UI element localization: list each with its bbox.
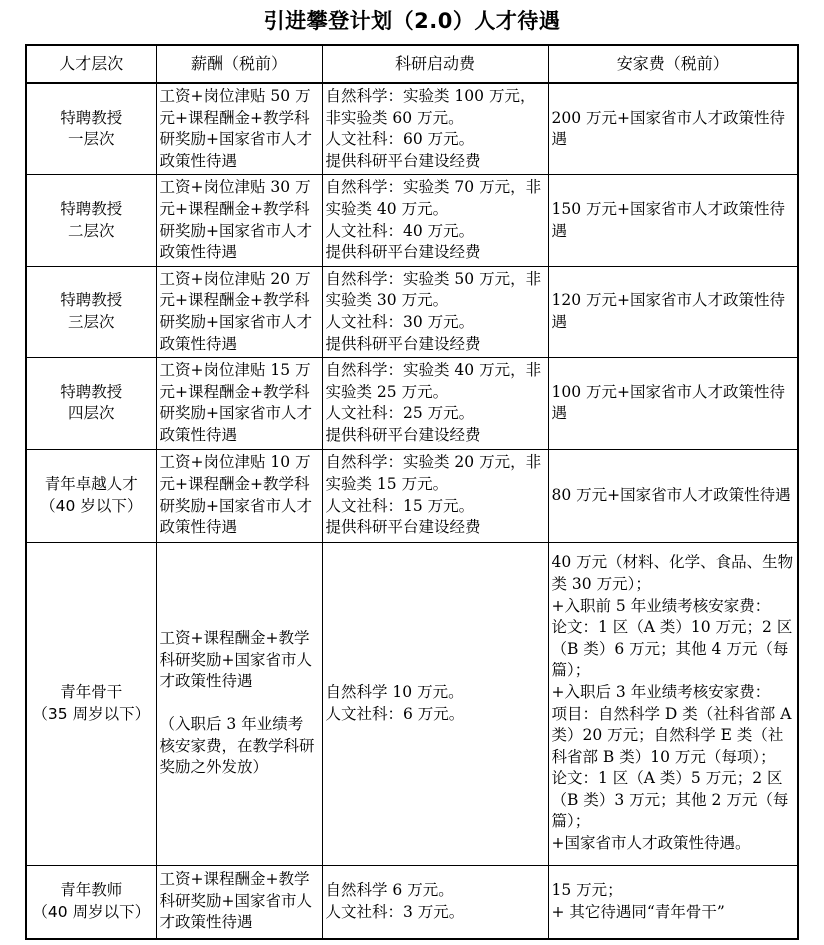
research-natural-science: 自然科学：实验类 70 万元，非实验类 40 万元。 [325,178,542,218]
research-natural-science: 自然科学：实验类 20 万元，非实验类 15 万元。 [325,453,542,493]
research-natural-science: 自然科学：实验类 100 万元，非实验类 60 万元。 [325,87,536,127]
table-row [26,358,798,449]
settlement-post-entry-heading: +入职后 3 年业绩考核安家费： [551,682,771,701]
settlement-cell [548,175,798,266]
salary-text: 工资+岗位津贴 50 万元+课程酬金+教学科研奖励+国家省市人才政策性待遇 [159,87,312,170]
table-row [26,175,798,266]
talent-level-name: 特聘教授 [60,382,123,401]
research-humanities: 人文社科：25 万元。 [325,404,475,423]
talent-level-name: 青年卓越人才 [44,474,138,493]
settlement-text: 150 万元+国家省市人才政策性待遇 [551,199,785,240]
header-row [26,45,798,83]
settlement-text: 200 万元+国家省市人才政策性待遇 [551,108,785,149]
talent-level-age: （40 周岁以下） [32,902,151,921]
table-row [26,83,798,175]
talent-level-cell [26,175,156,266]
salary-text: 工资+岗位津贴 20 万元+课程酬金+教学科研奖励+国家省市人才政策性待遇 [159,269,312,353]
salary-cell [156,865,322,939]
research-humanities: 人文社科：30 万元。 [325,312,475,331]
settlement-other: + 其它待遇同“青年骨干” [551,902,725,921]
settlement-cell [548,865,798,939]
talent-benefits-table [25,44,799,940]
settlement-pre-entry-heading: +入职前 5 年业绩考核安家费： [551,596,771,615]
salary-cell [156,175,322,266]
research-natural-science: 自然科学 10 万元。 [325,682,464,701]
talent-level-tier: 一层次 [67,130,115,149]
salary-note: （入职后 3 年业绩考核安家费，在教学科研奖励之外发放） [159,715,315,777]
research-fund-cell [322,266,548,357]
salary-spacer [160,693,319,714]
salary-text: 工资+岗位津贴 30 万元+课程酬金+教学科研奖励+国家省市人才政策性待遇 [159,178,312,262]
settlement-pre-entry-papers: 论文：1 区（A 类）10 万元；2 区（B 类）6 万元；其他 4 万元（每篇）； [551,618,793,680]
talent-level-name: 特聘教授 [60,199,123,218]
settlement-text: 100 万元+国家省市人才政策性待遇 [551,382,785,423]
talent-level-name: 青年教师 [60,880,123,899]
talent-level-cell [26,449,156,542]
research-humanities: 人文社科：15 万元。 [325,496,475,515]
table-row [26,542,798,865]
settlement-cell [548,83,798,175]
research-humanities: 人文社科：3 万元。 [325,902,465,921]
header-research-startup-fund: 科研启动费 [322,45,548,83]
salary-cell [156,266,322,357]
talent-level-age: （40 岁以下） [40,496,143,515]
research-platform: 提供科研平台建设经费 [325,151,481,170]
research-platform: 提供科研平台建设经费 [325,518,481,537]
research-natural-science: 自然科学：实验类 50 万元，非实验类 30 万元。 [325,269,542,310]
research-natural-science: 自然科学 6 万元。 [325,880,454,899]
salary-cell [156,542,322,865]
talent-level-cell [26,865,156,939]
talent-level-cell [26,266,156,357]
talent-level-tier: 三层次 [67,312,115,331]
settlement-text: 120 万元+国家省市人才政策性待遇 [551,291,785,331]
salary-cell [156,83,322,175]
settlement-cell [548,266,798,357]
talent-level-tier: 二层次 [67,221,115,240]
settlement-cell [548,542,798,865]
research-natural-science: 自然科学：实验类 40 万元，非实验类 25 万元。 [325,361,542,401]
talent-level-name: 特聘教授 [60,291,123,310]
salary-cell [156,449,322,542]
research-fund-cell [322,449,548,542]
research-fund-cell [322,83,548,175]
research-platform: 提供科研平台建设经费 [325,425,481,444]
talent-level-cell [26,542,156,865]
salary-text: 工资+岗位津贴 10 万元+课程酬金+教学科研奖励+国家省市人才政策性待遇 [159,453,312,537]
salary-text: 工资+课程酬金+教学科研奖励+国家省市人才政策性待遇 [159,870,312,932]
table-row [26,865,798,939]
research-fund-cell [322,175,548,266]
research-fund-cell [322,542,548,865]
talent-level-cell [26,358,156,449]
table-row [26,266,798,357]
settlement-post-entry-papers: 论文：1 区（A 类）5 万元；2 区（B 类）3 万元；其他 2 万元（每篇）； [551,769,789,831]
talent-level-name: 特聘教授 [60,108,123,127]
talent-level-name: 青年骨干 [60,682,123,701]
settlement-policy: +国家省市人才政策性待遇。 [551,834,751,853]
research-humanities: 人文社科：6 万元。 [325,704,465,723]
page-title: 引进攀登计划（2.0）人才待遇 [263,9,561,33]
research-fund-cell [322,865,548,939]
salary-text: 工资+课程酬金+教学科研奖励+国家省市人才政策性待遇 [159,629,312,691]
settlement-base: 40 万元（材料、化学、食品、生物类 30 万元）； [551,553,794,593]
talent-level-cell [26,83,156,175]
settlement-text: 80 万元+国家省市人才政策性待遇 [551,485,791,504]
settlement-post-entry-projects: 项目：自然科学 D 类（社科省部 A 类）20 万元；自然科学 E 类（社科省部 B 类）10 万元（每项）； [551,704,792,766]
salary-text: 工资+岗位津贴 15 万元+课程酬金+教学科研奖励+国家省市人才政策性待遇 [159,361,312,444]
header-salary: 薪酬（税前） [156,45,322,83]
research-platform: 提供科研平台建设经费 [325,334,481,353]
header-settlement-allowance: 安家费（税前） [548,45,798,83]
talent-level-age: （35 周岁以下） [32,704,151,723]
talent-level-tier: 四层次 [67,404,115,423]
table-row [26,449,798,542]
settlement-cell [548,358,798,449]
research-fund-cell [322,358,548,449]
research-platform: 提供科研平台建设经费 [325,243,481,262]
research-humanities: 人文社科：60 万元。 [325,130,475,149]
header-talent-level: 人才层次 [26,45,156,83]
settlement-base: 15 万元； [551,880,623,899]
salary-cell [156,358,322,449]
settlement-cell [548,449,798,542]
research-humanities: 人文社科：40 万元。 [325,221,475,240]
